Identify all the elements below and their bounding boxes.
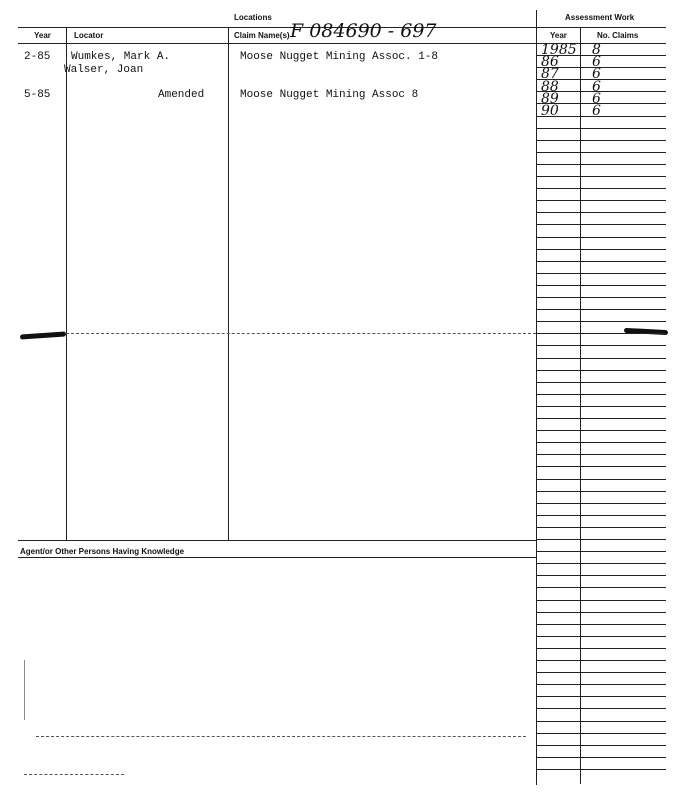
aw-ruled-line: [536, 575, 666, 576]
aw-ruled-line: [536, 249, 666, 250]
aw-ruled-line: [536, 370, 666, 371]
aw-ruled-line: [536, 297, 666, 298]
aw-entry-year: 88: [541, 78, 559, 95]
aw-entry-claims: 6: [592, 66, 601, 83]
aw-entry-claims: 6: [592, 54, 601, 71]
aw-ruled-line: [536, 140, 666, 141]
year-column-header: Year: [34, 31, 51, 40]
bottom-edge-dashes: [24, 774, 124, 775]
aw-ruled-line: [536, 430, 666, 431]
aw-entry-year: 86: [541, 54, 559, 71]
aw-ruled-line: [536, 309, 666, 310]
aw-ruled-line: [536, 551, 666, 552]
agent-lower-dashed-line: [36, 736, 526, 737]
aw-ruled-line: [536, 563, 666, 564]
aw-entry-year: 89: [541, 90, 559, 107]
locator-column-header: Locator: [74, 31, 104, 40]
aw-ruled-line: [536, 660, 666, 661]
aw-ruled-line: [536, 128, 666, 129]
aw-ruled-line: [536, 237, 666, 238]
aw-ruled-line: [536, 358, 666, 359]
entry-1-locator-2: Walser, Joan: [64, 64, 144, 76]
claim-serial-handwritten: F 084690 - 697: [290, 20, 437, 42]
aw-ruled-line: [536, 539, 666, 540]
aw-ruled-line: [536, 745, 666, 746]
aw-ruled-line: [536, 648, 666, 649]
aw-ruled-line: [536, 273, 666, 274]
aw-ruled-line: [536, 479, 666, 480]
aw-ruled-line: [536, 527, 666, 528]
aw-ruled-line: [536, 491, 666, 492]
aw-ruled-line: [536, 188, 666, 189]
aw-entry-year: 1985: [541, 42, 577, 58]
aw-ruled-line: [536, 587, 666, 588]
aw-ruled-line: [536, 285, 666, 286]
entry-2-claim: Moose Nugget Mining Assoc 8: [240, 89, 419, 101]
aw-ruled-line: [536, 212, 666, 213]
locations-bottom-rule: [18, 540, 536, 541]
aw-ruled-line: [536, 672, 666, 673]
aw-year-column-header: Year: [550, 31, 567, 40]
aw-ruled-line: [536, 721, 666, 722]
aw-entry-claims: 6: [592, 78, 601, 95]
aw-ruled-line: [536, 321, 666, 322]
claim-names-label: Claim Name(s): [234, 31, 290, 40]
aw-ruled-line: [536, 394, 666, 395]
year-locator-divider: [66, 27, 67, 540]
aw-ruled-line: [536, 333, 666, 334]
aw-ruled-line: [536, 164, 666, 165]
aw-entry-claims: 6: [592, 90, 601, 107]
aw-ruled-line: [536, 152, 666, 153]
left-margin-marks: [24, 660, 25, 720]
entry-2-year: 5-85: [24, 89, 51, 101]
aw-ruled-line: [536, 382, 666, 383]
fold-mark-left: [20, 331, 66, 339]
aw-ruled-line: [536, 418, 666, 419]
aw-ruled-line: [536, 624, 666, 625]
fold-line: [66, 333, 536, 334]
assessment-work-header: Assessment Work: [565, 13, 635, 22]
aw-ruled-line: [536, 757, 666, 758]
aw-ruled-line: [536, 612, 666, 613]
aw-ruled-line: [536, 503, 666, 504]
aw-entry-claims: 8: [592, 42, 601, 58]
agent-section-label: Agent/or Other Persons Having Knowledge: [20, 547, 185, 556]
aw-ruled-line: [536, 696, 666, 697]
aw-entry-year: 90: [541, 103, 559, 119]
aw-ruled-line: [536, 733, 666, 734]
entry-1-locator: Wumkes, Mark A.: [71, 51, 171, 63]
locator-claim-divider: [228, 27, 229, 540]
aw-ruled-line: [536, 515, 666, 516]
aw-ruled-line: [536, 466, 666, 467]
aw-ruled-line: [536, 261, 666, 262]
aw-ruled-line: [536, 708, 666, 709]
aw-ruled-line: [536, 406, 666, 407]
locations-header: Locations: [234, 13, 272, 22]
aw-ruled-line: [536, 224, 666, 225]
aw-ruled-line: [536, 200, 666, 201]
aw-ruled-line: [536, 600, 666, 601]
aw-entry-year: 87: [541, 66, 559, 83]
entry-1-claim: Moose Nugget Mining Assoc. 1-8: [240, 51, 439, 63]
entry-2-amended-label: Amended: [158, 89, 205, 101]
aw-ruled-line: [536, 442, 666, 443]
aw-ruled-line: [536, 345, 666, 346]
aw-no-claims-column-header: No. Claims: [597, 31, 639, 40]
aw-ruled-line: [536, 636, 666, 637]
agent-label-rule: [18, 557, 536, 558]
aw-entry-claims: 6: [592, 103, 601, 119]
entry-1-year: 2-85: [24, 51, 51, 63]
aw-ruled-line: [536, 769, 666, 770]
aw-ruled-line: [536, 176, 666, 177]
aw-ruled-line: [536, 454, 666, 455]
claims-assessment-divider: [536, 10, 537, 785]
aw-ruled-line: [536, 684, 666, 685]
